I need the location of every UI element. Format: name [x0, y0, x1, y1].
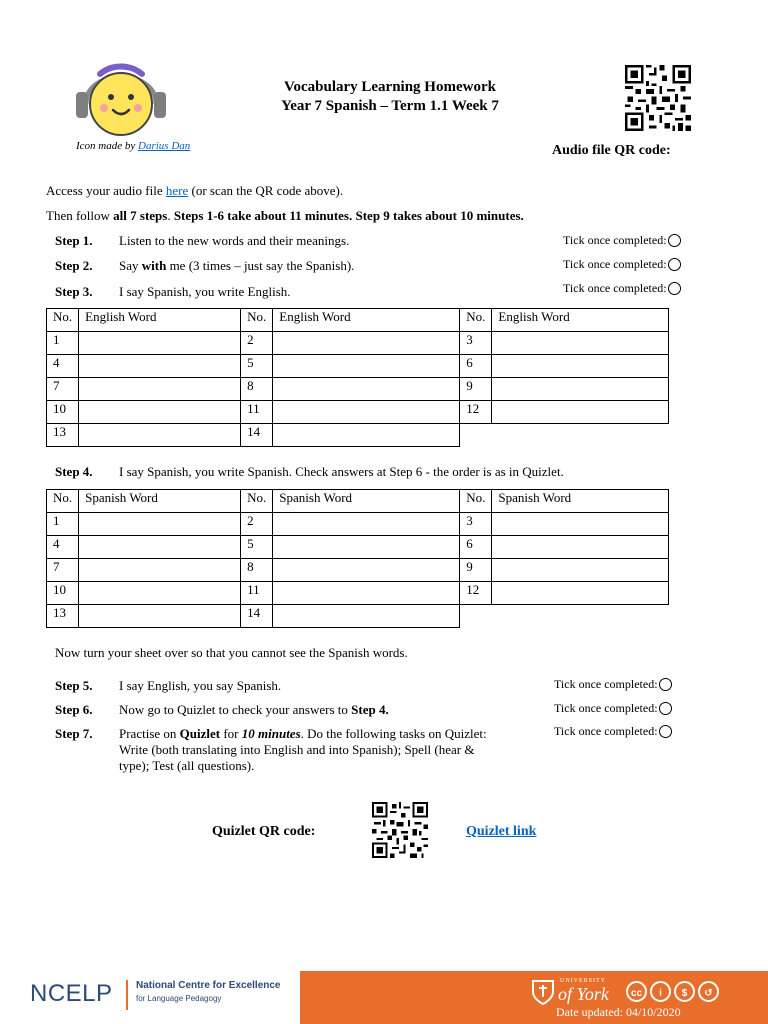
answer-cell[interactable]: [273, 513, 460, 536]
tick-step-5: [554, 677, 672, 692]
answer-cell[interactable]: [273, 401, 460, 424]
step-text-bold-italic: 10 minutes: [241, 726, 301, 741]
table-row: [47, 582, 669, 605]
spanish-word-table: [46, 489, 669, 628]
tick-step-3: [563, 281, 681, 296]
table-row: [47, 378, 669, 401]
row-number: 11: [241, 582, 273, 605]
empty-cell: [492, 605, 669, 628]
table-row: [47, 332, 669, 355]
step-number: Step 4.: [55, 464, 93, 479]
row-number: 4: [47, 536, 79, 559]
uoy-small-text: UNIVERSITY: [560, 978, 606, 984]
header-word: English Word: [79, 309, 241, 332]
step-number: Step 1.: [55, 233, 93, 248]
ncelp-divider: [126, 980, 128, 1010]
step-4: [55, 464, 715, 480]
step-1: [55, 233, 555, 249]
tick-circle[interactable]: [659, 702, 672, 715]
university-of-york-logo: [530, 978, 609, 1005]
credit-text: Icon made by: [76, 140, 136, 152]
table-row: [47, 401, 669, 424]
row-number: 6: [460, 355, 492, 378]
ncelp-name-line2: for Language Pedagogy: [136, 994, 222, 1003]
row-number: 10: [47, 582, 79, 605]
header-no: No.: [47, 309, 79, 332]
answer-cell[interactable]: [79, 355, 241, 378]
quizlet-qr-label: Quizlet QR code:: [212, 824, 316, 839]
audio-qr-code[interactable]: [624, 65, 692, 131]
tick-circle[interactable]: [659, 678, 672, 691]
answer-cell[interactable]: [273, 424, 460, 447]
row-number: 6: [460, 536, 492, 559]
row-number: 10: [47, 401, 79, 424]
answer-cell[interactable]: [273, 332, 460, 355]
row-number: 1: [47, 513, 79, 536]
quizlet-qr-code[interactable]: [371, 802, 429, 858]
row-number: 5: [241, 355, 273, 378]
step-text: [119, 258, 354, 274]
intro-text: Then follow: [46, 208, 114, 223]
step-3: [55, 284, 555, 300]
row-number: 13: [47, 424, 79, 447]
row-number: 1: [47, 332, 79, 355]
table-header-row: [47, 309, 669, 332]
row-number: 8: [241, 559, 273, 582]
sharealike-icon: ↺: [698, 981, 719, 1002]
intro-text: .: [167, 208, 174, 223]
answer-cell[interactable]: [79, 424, 241, 447]
row-number: 5: [241, 536, 273, 559]
answer-cell[interactable]: [492, 582, 669, 605]
ncelp-logo: NCELP: [30, 980, 113, 1007]
noncommercial-icon: $: [674, 981, 695, 1002]
answer-cell[interactable]: [492, 332, 669, 355]
row-number: 11: [241, 401, 273, 424]
table-row: [47, 513, 669, 536]
answer-cell[interactable]: [79, 332, 241, 355]
audio-here-link[interactable]: here: [165, 183, 189, 198]
step-number: Step 6.: [55, 702, 93, 717]
tick-step-1: [563, 233, 681, 248]
ncelp-name-line1: National Centre for Excellence: [136, 980, 281, 991]
uoy-big-text: of York: [558, 984, 609, 1004]
header-word: English Word: [273, 309, 460, 332]
quizlet-link[interactable]: Quizlet link: [466, 824, 537, 839]
answer-cell[interactable]: [273, 536, 460, 559]
answer-cell[interactable]: [79, 605, 241, 628]
by-attribution-icon: i: [650, 981, 671, 1002]
step-7-text: [119, 726, 499, 774]
tick-label: Tick once completed:: [563, 233, 667, 247]
cc-icon: cc: [626, 981, 647, 1002]
header-word: Spanish Word: [492, 490, 669, 513]
tick-label: Tick once completed:: [554, 677, 658, 691]
step-text: Listen to the new words and their meanings.: [119, 233, 350, 248]
step-7: [55, 726, 115, 742]
header-word: English Word: [492, 309, 669, 332]
step-text: [119, 702, 389, 718]
answer-cell[interactable]: [273, 378, 460, 401]
step-text: I say Spanish, you write Spanish. Check answers at Step 6 - the order is as in Quizlet.: [119, 464, 564, 479]
tick-circle[interactable]: [668, 258, 681, 271]
answer-cell[interactable]: [492, 536, 669, 559]
tick-circle[interactable]: [668, 282, 681, 295]
step-text-part: for: [220, 726, 242, 741]
row-number: 2: [241, 332, 273, 355]
step-text-part: Practise on: [119, 726, 180, 741]
intro-bold: all 7 steps: [113, 208, 168, 223]
row-number: 12: [460, 401, 492, 424]
table-header-row: [47, 490, 669, 513]
turn-over-instruction: Now turn your sheet over so that you cannot see the Spanish words.: [55, 645, 408, 660]
header-no: No.: [241, 490, 273, 513]
answer-cell[interactable]: [79, 513, 241, 536]
cc-license-icons: [626, 981, 719, 1002]
header-no: No.: [460, 309, 492, 332]
credit-link[interactable]: Darius Dan: [138, 140, 191, 152]
intro-text: Access your audio file: [46, 183, 166, 198]
title-line-1: Vocabulary Learning Homework: [284, 79, 496, 95]
row-number: 7: [47, 378, 79, 401]
intro-steps-line: [46, 208, 524, 224]
answer-cell[interactable]: [79, 559, 241, 582]
answer-cell[interactable]: [492, 559, 669, 582]
smiley-headphones-icon: [72, 60, 170, 140]
answer-cell[interactable]: [79, 401, 241, 424]
row-number: 14: [241, 605, 273, 628]
header-word: Spanish Word: [273, 490, 460, 513]
step-text-part: Say: [119, 258, 142, 273]
step-text: I say Spanish, you write English.: [119, 284, 291, 299]
table-row: [47, 355, 669, 378]
table-row: [47, 559, 669, 582]
row-number: 13: [47, 605, 79, 628]
intro-bold: Steps 1-6 take about 11 minutes. Step 9 takes about 10 minutes.: [173, 208, 524, 223]
date-updated: Date updated: 04/10/2020: [556, 1005, 681, 1019]
step-number: Step 5.: [55, 678, 93, 693]
step-text-part: Now go to Quizlet to check your answers to: [119, 702, 352, 717]
tick-step-6: [554, 701, 672, 716]
step-text-part: me (3 times – just say the Spanish).: [166, 258, 355, 273]
answer-cell[interactable]: [79, 536, 241, 559]
intro-text: (or scan the QR code above).: [188, 183, 344, 198]
footer-wedge: [258, 971, 300, 1024]
answer-cell[interactable]: [492, 401, 669, 424]
step-number: Step 2.: [55, 258, 93, 273]
table-row: [47, 536, 669, 559]
step-text-part: . Do the following tasks on Quizlet: Write (both translating into English and into Spanish); Spell (hear & type); Test (all questions).: [119, 726, 487, 773]
table-row: [47, 424, 669, 447]
empty-cell: [460, 605, 492, 628]
tick-label: Tick once completed:: [563, 281, 667, 295]
answer-cell[interactable]: [492, 378, 669, 401]
row-number: 4: [47, 355, 79, 378]
header-no: No.: [47, 490, 79, 513]
answer-cell[interactable]: [273, 559, 460, 582]
step-6: [55, 702, 535, 718]
empty-cell: [460, 424, 492, 447]
table-row: [47, 605, 669, 628]
title-line-2: Year 7 Spanish – Term 1.1 Week 7: [281, 98, 499, 114]
step-text-bold: Quizlet: [179, 726, 221, 741]
audio-qr-label: Audio file QR code:: [552, 143, 671, 158]
row-number: 3: [460, 513, 492, 536]
tick-label: Tick once completed:: [554, 701, 658, 715]
tick-circle[interactable]: [668, 234, 681, 247]
english-word-table: [46, 308, 669, 447]
icon-credit: [76, 140, 190, 152]
row-number: 8: [241, 378, 273, 401]
row-number: 9: [460, 378, 492, 401]
answer-cell[interactable]: [273, 355, 460, 378]
step-text: I say English, you say Spanish.: [119, 678, 282, 693]
step-2: [55, 258, 555, 274]
row-number: 14: [241, 424, 273, 447]
tick-step-7: [554, 724, 672, 739]
answer-cell[interactable]: [273, 605, 460, 628]
page-title: [220, 78, 560, 116]
step-number: Step 3.: [55, 284, 93, 299]
tick-label: Tick once completed:: [563, 257, 667, 271]
row-number: 12: [460, 582, 492, 605]
answer-cell[interactable]: [492, 355, 669, 378]
row-number: 2: [241, 513, 273, 536]
answer-cell[interactable]: [492, 513, 669, 536]
row-number: 3: [460, 332, 492, 355]
step-text-bold: with: [141, 258, 167, 273]
header-word: Spanish Word: [79, 490, 241, 513]
empty-cell: [492, 424, 669, 447]
row-number: 9: [460, 559, 492, 582]
header-no: No.: [241, 309, 273, 332]
row-number: 7: [47, 559, 79, 582]
step-number: Step 7.: [55, 726, 93, 741]
intro-audio-line: [46, 183, 343, 199]
answer-cell[interactable]: [79, 378, 241, 401]
tick-circle[interactable]: [659, 725, 672, 738]
step-text-bold: Step 4.: [351, 702, 389, 717]
step-5: [55, 678, 535, 694]
answer-cell[interactable]: [79, 582, 241, 605]
answer-cell[interactable]: [273, 582, 460, 605]
header-no: No.: [460, 490, 492, 513]
tick-label: Tick once completed:: [554, 724, 658, 738]
tick-step-2: [563, 257, 681, 272]
